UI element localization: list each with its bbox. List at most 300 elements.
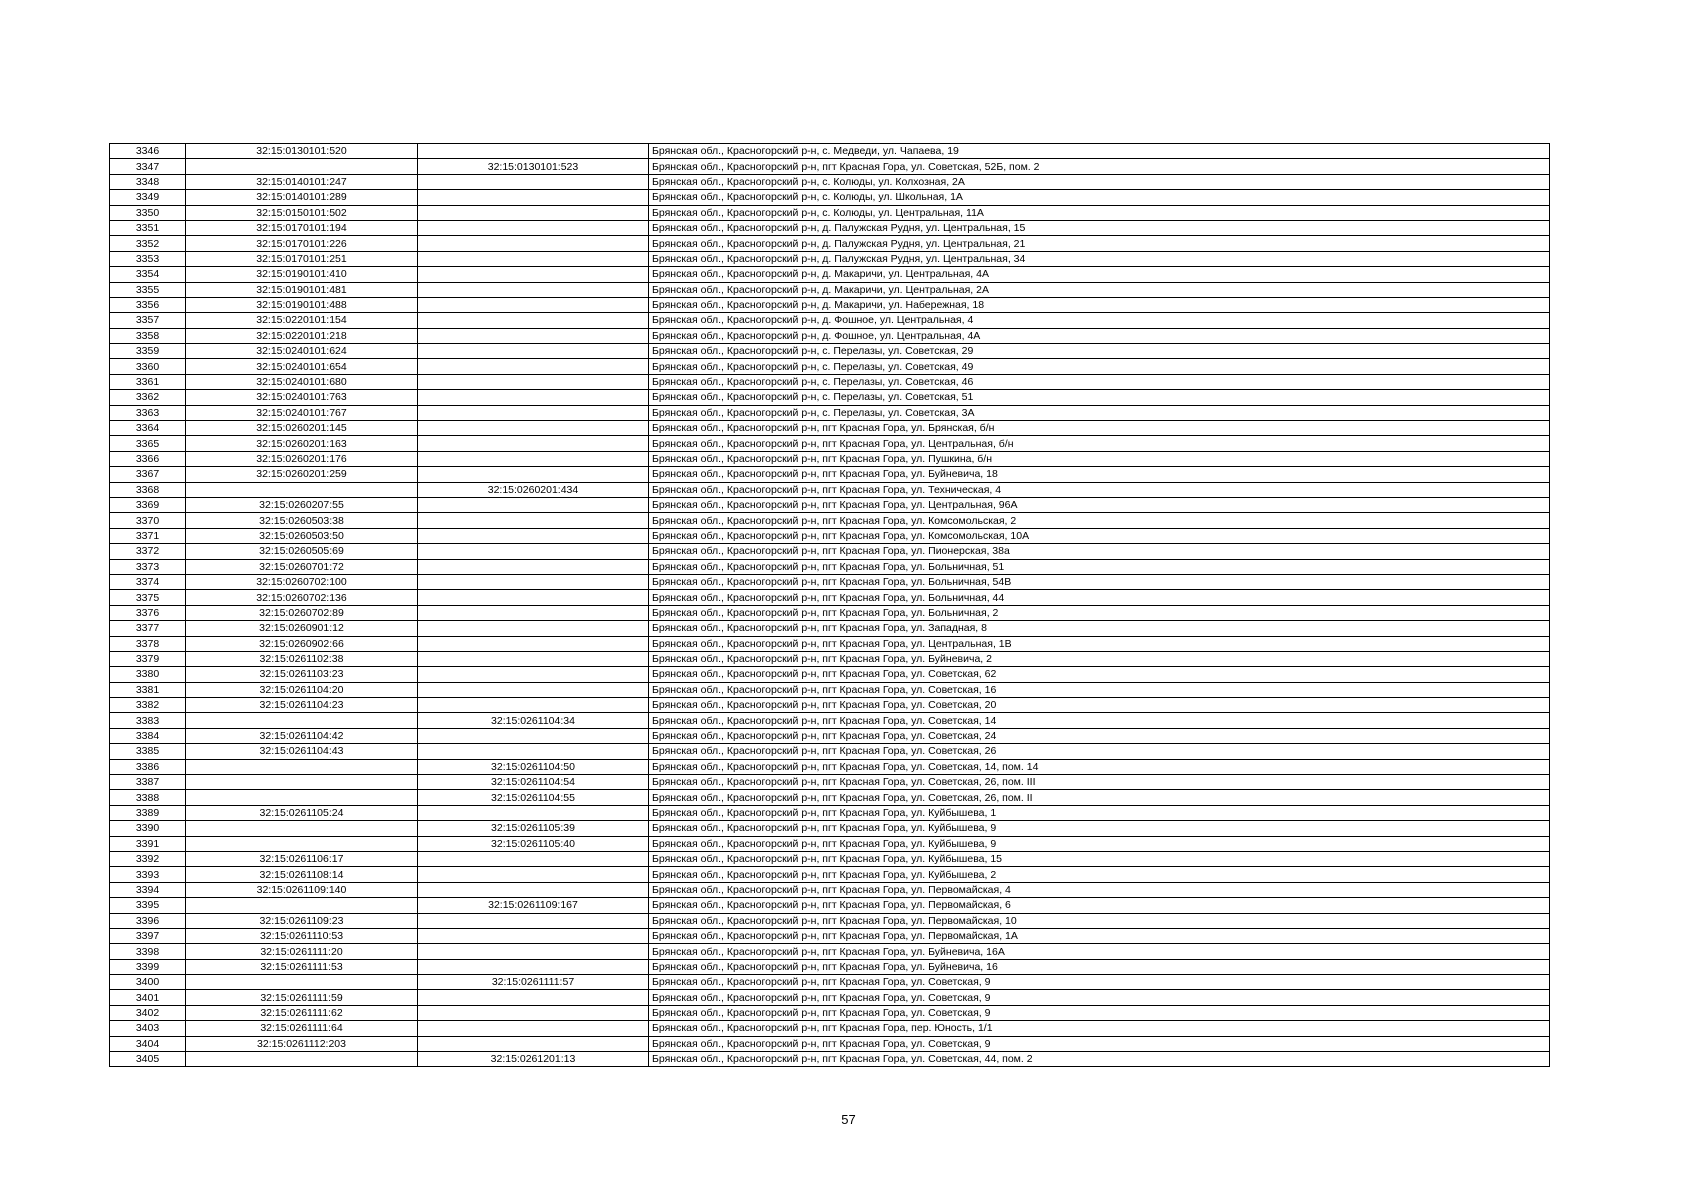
address-cell: Брянская обл., Красногорский р-н, пгт Красная Гора, ул. Советская, 24 <box>649 728 1550 743</box>
address-cell: Брянская обл., Красногорский р-н, пгт Красная Гора, ул. Комсомольская, 2 <box>649 513 1550 528</box>
cadastral-number-alt-cell <box>418 467 649 482</box>
cadastral-number-alt-cell <box>418 451 649 466</box>
table-row <box>110 682 1550 697</box>
cadastral-number-alt-cell <box>418 636 649 651</box>
cadastral-number-alt-cell <box>418 867 649 882</box>
cadastral-number-alt-cell <box>418 944 649 959</box>
address-cell: Брянская обл., Красногорский р-н, пгт Красная Гора, ул. Советская, 14 <box>649 713 1550 728</box>
address-cell: Брянская обл., Красногорский р-н, д. Фошное, ул. Центральная, 4 <box>649 313 1550 328</box>
table-row <box>110 251 1550 266</box>
table-row <box>110 144 1550 159</box>
row-number-cell: 3393 <box>110 867 186 882</box>
cadastral-number-alt-cell <box>418 928 649 943</box>
cadastral-number-cell: 32:15:0261103:23 <box>186 667 418 682</box>
cadastral-number-alt-cell: 32:15:0261109:167 <box>418 898 649 913</box>
table-row <box>110 851 1550 866</box>
table-row <box>110 636 1550 651</box>
row-number-cell: 3379 <box>110 651 186 666</box>
table-row <box>110 421 1550 436</box>
address-cell: Брянская обл., Красногорский р-н, пгт Красная Гора, ул. Буйневича, 16 <box>649 959 1550 974</box>
cadastral-number-cell: 32:15:0240101:654 <box>186 359 418 374</box>
cadastral-number-alt-cell <box>418 605 649 620</box>
cadastral-number-alt-cell <box>418 744 649 759</box>
table-row <box>110 497 1550 512</box>
row-number-cell: 3391 <box>110 836 186 851</box>
row-number-cell: 3387 <box>110 775 186 790</box>
table-row <box>110 836 1550 851</box>
address-cell: Брянская обл., Красногорский р-н, пгт Красная Гора, ул. Больничная, 54В <box>649 574 1550 589</box>
row-number-cell: 3361 <box>110 374 186 389</box>
address-cell: Брянская обл., Красногорский р-н, пгт Красная Гора, ул. Советская, 9 <box>649 1036 1550 1051</box>
address-cell: Брянская обл., Красногорский р-н, пгт Красная Гора, ул. Больничная, 51 <box>649 559 1550 574</box>
cadastral-number-cell: 32:15:0261111:62 <box>186 1005 418 1020</box>
cadastral-number-cell: 32:15:0220101:154 <box>186 313 418 328</box>
table-row <box>110 344 1550 359</box>
row-number-cell: 3368 <box>110 482 186 497</box>
cadastral-number-alt-cell <box>418 882 649 897</box>
table-row <box>110 390 1550 405</box>
cadastral-number-alt-cell <box>418 805 649 820</box>
address-cell: Брянская обл., Красногорский р-н, пгт Красная Гора, ул. Техническая, 4 <box>649 482 1550 497</box>
cadastral-number-cell: 32:15:0190101:410 <box>186 267 418 282</box>
table-row <box>110 328 1550 343</box>
table-row <box>110 190 1550 205</box>
table-row <box>110 790 1550 805</box>
cadastral-number-alt-cell <box>418 990 649 1005</box>
cadastral-number-cell: 32:15:0170101:251 <box>186 251 418 266</box>
address-cell: Брянская обл., Красногорский р-н, пгт Красная Гора, ул. Больничная, 2 <box>649 605 1550 620</box>
cadastral-number-alt-cell <box>418 251 649 266</box>
row-number-cell: 3373 <box>110 559 186 574</box>
cadastral-number-alt-cell: 32:15:0261104:50 <box>418 759 649 774</box>
row-number-cell: 3360 <box>110 359 186 374</box>
table-row <box>110 698 1550 713</box>
table-row <box>110 405 1550 420</box>
address-cell: Брянская обл., Красногорский р-н, пгт Красная Гора, ул. Центральная, 96А <box>649 497 1550 512</box>
table-row <box>110 667 1550 682</box>
table-row <box>110 282 1550 297</box>
table-row <box>110 359 1550 374</box>
row-number-cell: 3351 <box>110 220 186 235</box>
table-row <box>110 759 1550 774</box>
table-row <box>110 959 1550 974</box>
row-number-cell: 3355 <box>110 282 186 297</box>
address-cell: Брянская обл., Красногорский р-н, пгт Красная Гора, ул. Советская, 26 <box>649 744 1550 759</box>
table-row <box>110 1021 1550 1036</box>
cadastral-number-cell <box>186 821 418 836</box>
table-row <box>110 913 1550 928</box>
cadastral-number-cell <box>186 790 418 805</box>
registry-table <box>109 143 1550 1067</box>
cadastral-number-cell: 32:15:0170101:226 <box>186 236 418 251</box>
cadastral-number-cell: 32:15:0260503:50 <box>186 528 418 543</box>
cadastral-number-cell: 32:15:0260201:259 <box>186 467 418 482</box>
cadastral-number-alt-cell: 32:15:0261104:55 <box>418 790 649 805</box>
cadastral-number-cell: 32:15:0260702:89 <box>186 605 418 620</box>
cadastral-number-cell: 32:15:0261104:42 <box>186 728 418 743</box>
row-number-cell: 3364 <box>110 421 186 436</box>
cadastral-number-alt-cell <box>418 267 649 282</box>
cadastral-number-cell: 32:15:0261111:20 <box>186 944 418 959</box>
cadastral-number-alt-cell <box>418 682 649 697</box>
address-cell: Брянская обл., Красногорский р-н, с. Перелазы, ул. Советская, 29 <box>649 344 1550 359</box>
row-number-cell: 3390 <box>110 821 186 836</box>
address-cell: Брянская обл., Красногорский р-н, пгт Красная Гора, ул. Буйневича, 18 <box>649 467 1550 482</box>
cadastral-number-cell: 32:15:0261104:23 <box>186 698 418 713</box>
cadastral-number-cell: 32:15:0261102:38 <box>186 651 418 666</box>
row-number-cell: 3376 <box>110 605 186 620</box>
table-row <box>110 528 1550 543</box>
table-row <box>110 744 1550 759</box>
cadastral-number-alt-cell <box>418 297 649 312</box>
cadastral-number-alt-cell <box>418 590 649 605</box>
row-number-cell: 3380 <box>110 667 186 682</box>
row-number-cell: 3386 <box>110 759 186 774</box>
cadastral-number-alt-cell <box>418 205 649 220</box>
table-row <box>110 297 1550 312</box>
address-cell: Брянская обл., Красногорский р-н, с. Колюды, ул. Колхозная, 2А <box>649 174 1550 189</box>
cadastral-number-cell: 32:15:0261104:43 <box>186 744 418 759</box>
table-row <box>110 159 1550 174</box>
table-row <box>110 236 1550 251</box>
table-row <box>110 544 1550 559</box>
table-row <box>110 482 1550 497</box>
cadastral-number-cell: 32:15:0260503:38 <box>186 513 418 528</box>
registry-body <box>110 144 1550 1067</box>
address-cell: Брянская обл., Красногорский р-н, пгт Красная Гора, ул. Советская, 14, пом. 14 <box>649 759 1550 774</box>
table-row <box>110 821 1550 836</box>
row-number-cell: 3381 <box>110 682 186 697</box>
row-number-cell: 3396 <box>110 913 186 928</box>
row-number-cell: 3382 <box>110 698 186 713</box>
address-cell: Брянская обл., Красногорский р-н, д. Палужская Рудня, ул. Центральная, 21 <box>649 236 1550 251</box>
address-cell: Брянская обл., Красногорский р-н, пгт Красная Гора, ул. Западная, 8 <box>649 621 1550 636</box>
table-row <box>110 559 1550 574</box>
table-row <box>110 1005 1550 1020</box>
row-number-cell: 3403 <box>110 1021 186 1036</box>
cadastral-number-cell: 32:15:0260201:163 <box>186 436 418 451</box>
row-number-cell: 3356 <box>110 297 186 312</box>
address-cell: Брянская обл., Красногорский р-н, пгт Красная Гора, ул. Пионерская, 38а <box>649 544 1550 559</box>
row-number-cell: 3378 <box>110 636 186 651</box>
address-cell: Брянская обл., Красногорский р-н, с. Перелазы, ул. Советская, 46 <box>649 374 1550 389</box>
cadastral-number-alt-cell <box>418 497 649 512</box>
address-cell: Брянская обл., Красногорский р-н, пгт Красная Гора, ул. Куйбышева, 9 <box>649 836 1550 851</box>
cadastral-number-alt-cell <box>418 1005 649 1020</box>
address-cell: Брянская обл., Красногорский р-н, пгт Красная Гора, ул. Советская, 9 <box>649 1005 1550 1020</box>
cadastral-number-alt-cell: 32:15:0261105:39 <box>418 821 649 836</box>
cadastral-number-cell: 32:15:0260702:100 <box>186 574 418 589</box>
table-row <box>110 313 1550 328</box>
address-cell: Брянская обл., Красногорский р-н, пгт Красная Гора, пер. Юность, 1/1 <box>649 1021 1550 1036</box>
cadastral-number-cell <box>186 975 418 990</box>
cadastral-number-alt-cell: 32:15:0261104:54 <box>418 775 649 790</box>
row-number-cell: 3395 <box>110 898 186 913</box>
address-cell: Брянская обл., Красногорский р-н, пгт Красная Гора, ул. Буйневича, 2 <box>649 651 1550 666</box>
row-number-cell: 3394 <box>110 882 186 897</box>
cadastral-number-cell <box>186 898 418 913</box>
cadastral-number-alt-cell <box>418 559 649 574</box>
cadastral-number-alt-cell <box>418 913 649 928</box>
table-row <box>110 374 1550 389</box>
row-number-cell: 3402 <box>110 1005 186 1020</box>
row-number-cell: 3397 <box>110 928 186 943</box>
address-cell: Брянская обл., Красногорский р-н, пгт Красная Гора, ул. Советская, 16 <box>649 682 1550 697</box>
cadastral-number-alt-cell <box>418 236 649 251</box>
table-row <box>110 574 1550 589</box>
cadastral-number-cell: 32:15:0190101:481 <box>186 282 418 297</box>
table-row <box>110 775 1550 790</box>
cadastral-number-alt-cell: 32:15:0261201:13 <box>418 1052 649 1067</box>
table-row <box>110 1036 1550 1051</box>
cadastral-number-cell: 32:15:0260201:145 <box>186 421 418 436</box>
table-row <box>110 451 1550 466</box>
address-cell: Брянская обл., Красногорский р-н, пгт Красная Гора, ул. Первомайская, 6 <box>649 898 1550 913</box>
address-cell: Брянская обл., Красногорский р-н, с. Перелазы, ул. Советская, 51 <box>649 390 1550 405</box>
cadastral-number-cell: 32:15:0261112:203 <box>186 1036 418 1051</box>
address-cell: Брянская обл., Красногорский р-н, пгт Красная Гора, ул. Советская, 62 <box>649 667 1550 682</box>
cadastral-number-cell <box>186 482 418 497</box>
row-number-cell: 3359 <box>110 344 186 359</box>
cadastral-number-cell: 32:15:0150101:502 <box>186 205 418 220</box>
table-row <box>110 867 1550 882</box>
address-cell: Брянская обл., Красногорский р-н, пгт Красная Гора, ул. Буйневича, 16А <box>649 944 1550 959</box>
address-cell: Брянская обл., Красногорский р-н, пгт Красная Гора, ул. Советская, 26, пом. II <box>649 790 1550 805</box>
cadastral-number-cell <box>186 159 418 174</box>
cadastral-number-cell: 32:15:0140101:247 <box>186 174 418 189</box>
row-number-cell: 3354 <box>110 267 186 282</box>
address-cell: Брянская обл., Красногорский р-н, пгт Красная Гора, ул. Куйбышева, 1 <box>649 805 1550 820</box>
cadastral-number-alt-cell <box>418 667 649 682</box>
row-number-cell: 3372 <box>110 544 186 559</box>
cadastral-number-alt-cell: 32:15:0260201:434 <box>418 482 649 497</box>
cadastral-number-alt-cell <box>418 959 649 974</box>
cadastral-number-alt-cell <box>418 851 649 866</box>
cadastral-number-alt-cell <box>418 1036 649 1051</box>
row-number-cell: 3358 <box>110 328 186 343</box>
cadastral-number-cell: 32:15:0240101:680 <box>186 374 418 389</box>
cadastral-number-cell: 32:15:0240101:767 <box>186 405 418 420</box>
cadastral-number-alt-cell <box>418 405 649 420</box>
table-row <box>110 805 1550 820</box>
cadastral-number-cell: 32:15:0261111:59 <box>186 990 418 1005</box>
row-number-cell: 3398 <box>110 944 186 959</box>
cadastral-number-alt-cell <box>418 728 649 743</box>
row-number-cell: 3401 <box>110 990 186 1005</box>
page-number: 57 <box>841 1112 856 1127</box>
row-number-cell: 3346 <box>110 144 186 159</box>
cadastral-number-cell: 32:15:0170101:194 <box>186 220 418 235</box>
table-row <box>110 882 1550 897</box>
address-cell: Брянская обл., Красногорский р-н, д. Макаричи, ул. Центральная, 4А <box>649 267 1550 282</box>
row-number-cell: 3375 <box>110 590 186 605</box>
address-cell: Брянская обл., Красногорский р-н, пгт Красная Гора, ул. Первомайская, 10 <box>649 913 1550 928</box>
cadastral-number-cell: 32:15:0261110:53 <box>186 928 418 943</box>
row-number-cell: 3383 <box>110 713 186 728</box>
cadastral-number-cell <box>186 759 418 774</box>
cadastral-number-alt-cell <box>418 1021 649 1036</box>
address-cell: Брянская обл., Красногорский р-н, д. Макаричи, ул. Набережная, 18 <box>649 297 1550 312</box>
cadastral-number-alt-cell <box>418 621 649 636</box>
row-number-cell: 3366 <box>110 451 186 466</box>
table-row <box>110 205 1550 220</box>
table-row <box>110 590 1550 605</box>
cadastral-number-alt-cell: 32:15:0130101:523 <box>418 159 649 174</box>
cadastral-number-cell: 32:15:0240101:763 <box>186 390 418 405</box>
row-number-cell: 3357 <box>110 313 186 328</box>
cadastral-number-alt-cell <box>418 374 649 389</box>
cadastral-number-alt-cell <box>418 421 649 436</box>
address-cell: Брянская обл., Красногорский р-н, пгт Красная Гора, ул. Больничная, 44 <box>649 590 1550 605</box>
row-number-cell: 3347 <box>110 159 186 174</box>
row-number-cell: 3362 <box>110 390 186 405</box>
cadastral-number-cell: 32:15:0260505:69 <box>186 544 418 559</box>
row-number-cell: 3353 <box>110 251 186 266</box>
table-row <box>110 220 1550 235</box>
row-number-cell: 3384 <box>110 728 186 743</box>
table-row <box>110 928 1550 943</box>
address-cell: Брянская обл., Красногорский р-н, д. Палужская Рудня, ул. Центральная, 15 <box>649 220 1550 235</box>
address-cell: Брянская обл., Красногорский р-н, пгт Красная Гора, ул. Советская, 20 <box>649 698 1550 713</box>
table-row <box>110 605 1550 620</box>
address-cell: Брянская обл., Красногорский р-н, с. Колюды, ул. Школьная, 1А <box>649 190 1550 205</box>
table-row <box>110 513 1550 528</box>
cadastral-number-alt-cell <box>418 344 649 359</box>
cadastral-number-alt-cell <box>418 528 649 543</box>
address-cell: Брянская обл., Красногорский р-н, д. Фошное, ул. Центральная, 4А <box>649 328 1550 343</box>
address-cell: Брянская обл., Красногорский р-н, пгт Красная Гора, ул. Советская, 9 <box>649 975 1550 990</box>
address-cell: Брянская обл., Красногорский р-н, пгт Красная Гора, ул. Центральная, 1В <box>649 636 1550 651</box>
cadastral-number-alt-cell <box>418 190 649 205</box>
table-row <box>110 174 1550 189</box>
cadastral-number-cell: 32:15:0260901:12 <box>186 621 418 636</box>
table-row <box>110 990 1550 1005</box>
table-row <box>110 975 1550 990</box>
row-number-cell: 3389 <box>110 805 186 820</box>
cadastral-number-alt-cell <box>418 513 649 528</box>
cadastral-number-cell <box>186 836 418 851</box>
row-number-cell: 3371 <box>110 528 186 543</box>
cadastral-number-alt-cell <box>418 282 649 297</box>
address-cell: Брянская обл., Красногорский р-н, пгт Красная Гора, ул. Пушкина, б/н <box>649 451 1550 466</box>
cadastral-number-alt-cell <box>418 544 649 559</box>
cadastral-number-alt-cell <box>418 651 649 666</box>
address-cell: Брянская обл., Красногорский р-н, с. Колюды, ул. Центральная, 11А <box>649 205 1550 220</box>
cadastral-number-cell: 32:15:0261109:23 <box>186 913 418 928</box>
cadastral-number-cell: 32:15:0260902:66 <box>186 636 418 651</box>
cadastral-number-cell: 32:15:0261109:140 <box>186 882 418 897</box>
cadastral-number-cell: 32:15:0260701:72 <box>186 559 418 574</box>
address-cell: Брянская обл., Красногорский р-н, пгт Красная Гора, ул. Первомайская, 4 <box>649 882 1550 897</box>
row-number-cell: 3367 <box>110 467 186 482</box>
row-number-cell: 3365 <box>110 436 186 451</box>
cadastral-number-cell: 32:15:0261108:14 <box>186 867 418 882</box>
cadastral-number-cell: 32:15:0240101:624 <box>186 344 418 359</box>
row-number-cell: 3349 <box>110 190 186 205</box>
cadastral-number-alt-cell: 32:15:0261104:34 <box>418 713 649 728</box>
cadastral-number-cell: 32:15:0261111:64 <box>186 1021 418 1036</box>
row-number-cell: 3370 <box>110 513 186 528</box>
table-row <box>110 651 1550 666</box>
row-number-cell: 3388 <box>110 790 186 805</box>
address-cell: Брянская обл., Красногорский р-н, пгт Красная Гора, ул. Центральная, б/н <box>649 436 1550 451</box>
cadastral-number-alt-cell <box>418 174 649 189</box>
cadastral-number-alt-cell <box>418 144 649 159</box>
row-number-cell: 3348 <box>110 174 186 189</box>
table-row <box>110 944 1550 959</box>
table-row <box>110 1052 1550 1067</box>
cadastral-number-cell: 32:15:0260702:136 <box>186 590 418 605</box>
address-cell: Брянская обл., Красногорский р-н, пгт Красная Гора, ул. Советская, 9 <box>649 990 1550 1005</box>
cadastral-number-cell: 32:15:0261111:53 <box>186 959 418 974</box>
table-row <box>110 713 1550 728</box>
cadastral-number-alt-cell <box>418 313 649 328</box>
cadastral-number-alt-cell: 32:15:0261111:57 <box>418 975 649 990</box>
cadastral-number-cell: 32:15:0261105:24 <box>186 805 418 820</box>
cadastral-number-cell <box>186 775 418 790</box>
cadastral-number-alt-cell <box>418 328 649 343</box>
row-number-cell: 3405 <box>110 1052 186 1067</box>
row-number-cell: 3404 <box>110 1036 186 1051</box>
cadastral-number-cell: 32:15:0260207:55 <box>186 497 418 512</box>
table-row <box>110 267 1550 282</box>
address-cell: Брянская обл., Красногорский р-н, с. Медведи, ул. Чапаева, 19 <box>649 144 1550 159</box>
address-cell: Брянская обл., Красногорский р-н, пгт Красная Гора, ул. Куйбышева, 9 <box>649 821 1550 836</box>
address-cell: Брянская обл., Красногорский р-н, пгт Красная Гора, ул. Комсомольская, 10А <box>649 528 1550 543</box>
table-row <box>110 467 1550 482</box>
row-number-cell: 3350 <box>110 205 186 220</box>
cadastral-number-alt-cell: 32:15:0261105:40 <box>418 836 649 851</box>
row-number-cell: 3400 <box>110 975 186 990</box>
address-cell: Брянская обл., Красногорский р-н, пгт Красная Гора, ул. Куйбышева, 2 <box>649 867 1550 882</box>
address-cell: Брянская обл., Красногорский р-н, пгт Красная Гора, ул. Советская, 26, пом. III <box>649 775 1550 790</box>
address-cell: Брянская обл., Красногорский р-н, д. Макаричи, ул. Центральная, 2А <box>649 282 1550 297</box>
address-cell: Брянская обл., Красногорский р-н, пгт Красная Гора, ул. Советская, 52Б, пом. 2 <box>649 159 1550 174</box>
address-cell: Брянская обл., Красногорский р-н, с. Перелазы, ул. Советская, 49 <box>649 359 1550 374</box>
cadastral-number-cell <box>186 1052 418 1067</box>
address-cell: Брянская обл., Красногорский р-н, с. Перелазы, ул. Советская, 3А <box>649 405 1550 420</box>
address-cell: Брянская обл., Красногорский р-н, д. Палужская Рудня, ул. Центральная, 34 <box>649 251 1550 266</box>
cadastral-number-cell: 32:15:0130101:520 <box>186 144 418 159</box>
table-row <box>110 728 1550 743</box>
cadastral-number-cell: 32:15:0140101:289 <box>186 190 418 205</box>
cadastral-number-alt-cell <box>418 220 649 235</box>
table-row <box>110 621 1550 636</box>
row-number-cell: 3377 <box>110 621 186 636</box>
cadastral-number-cell: 32:15:0190101:488 <box>186 297 418 312</box>
address-cell: Брянская обл., Красногорский р-н, пгт Красная Гора, ул. Куйбышева, 15 <box>649 851 1550 866</box>
cadastral-number-alt-cell <box>418 574 649 589</box>
cadastral-number-cell: 32:15:0260201:176 <box>186 451 418 466</box>
address-cell: Брянская обл., Красногорский р-н, пгт Красная Гора, ул. Первомайская, 1А <box>649 928 1550 943</box>
cadastral-number-cell <box>186 713 418 728</box>
row-number-cell: 3352 <box>110 236 186 251</box>
row-number-cell: 3374 <box>110 574 186 589</box>
cadastral-number-cell: 32:15:0261104:20 <box>186 682 418 697</box>
row-number-cell: 3363 <box>110 405 186 420</box>
cadastral-number-alt-cell <box>418 698 649 713</box>
cadastral-number-alt-cell <box>418 359 649 374</box>
address-cell: Брянская обл., Красногорский р-н, пгт Красная Гора, ул. Брянская, б/н <box>649 421 1550 436</box>
table-row <box>110 436 1550 451</box>
cadastral-number-alt-cell <box>418 390 649 405</box>
cadastral-number-cell: 32:15:0261106:17 <box>186 851 418 866</box>
row-number-cell: 3392 <box>110 851 186 866</box>
address-cell: Брянская обл., Красногорский р-н, пгт Красная Гора, ул. Советская, 44, пом. 2 <box>649 1052 1550 1067</box>
cadastral-number-cell: 32:15:0220101:218 <box>186 328 418 343</box>
row-number-cell: 3369 <box>110 497 186 512</box>
cadastral-number-alt-cell <box>418 436 649 451</box>
